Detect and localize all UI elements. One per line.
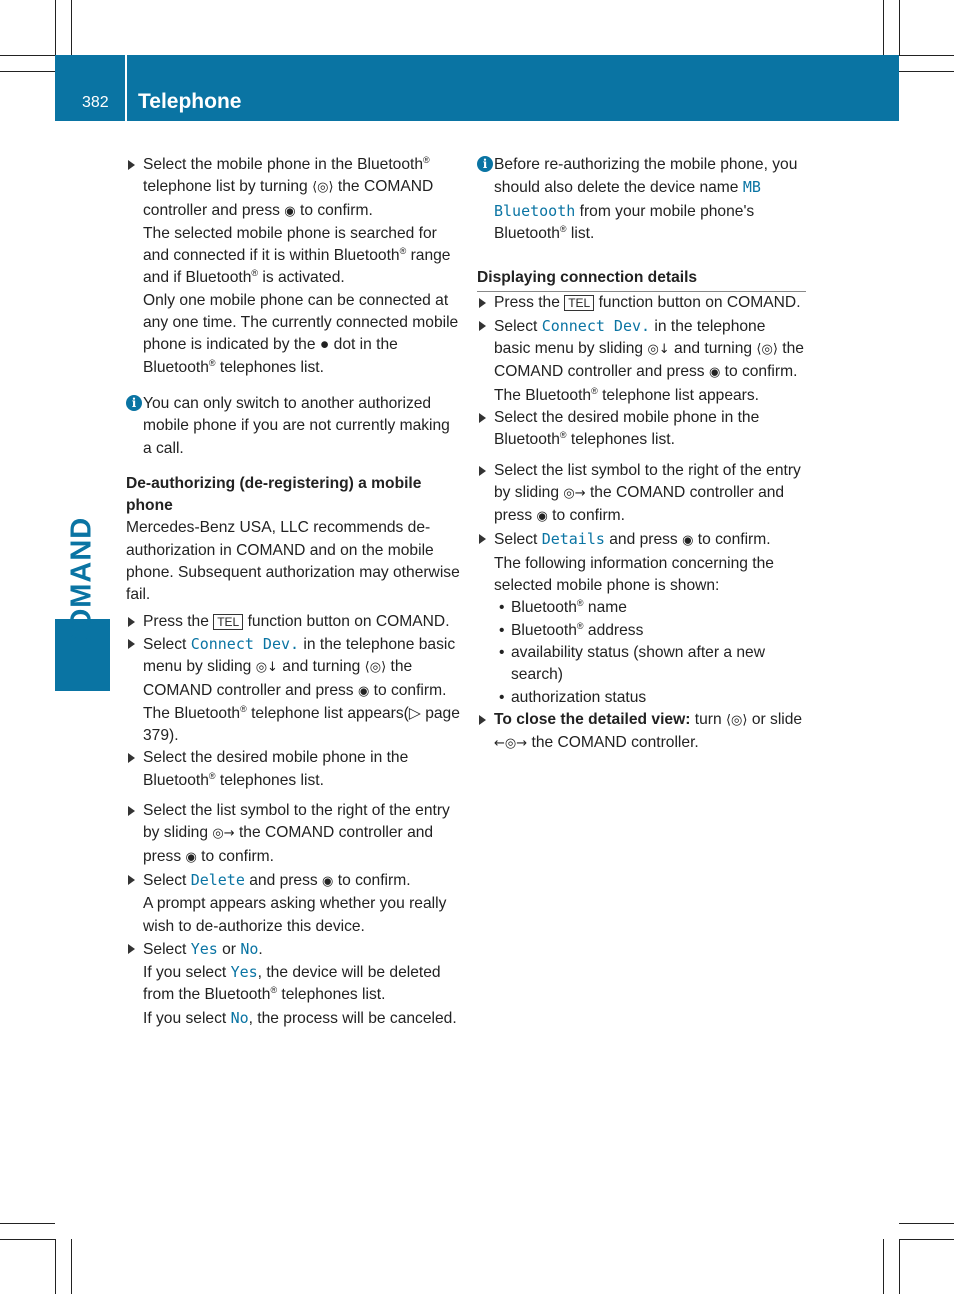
crop-mark <box>71 1239 72 1294</box>
heading-deauthorize: De-authorizing (de-registering) a mobile phone <box>126 474 422 515</box>
crop-mark <box>899 71 954 72</box>
step-arrow-icon <box>479 466 486 476</box>
crop-mark <box>883 1239 884 1294</box>
step-arrow-icon <box>128 875 135 885</box>
step-select-desired: Select the desired mobile phone in the Bluetooth® telephones list. <box>126 747 460 792</box>
slide-left-right-icon: ←◎→ <box>494 736 528 752</box>
crop-mark <box>0 71 55 72</box>
device-name-mb-bluetooth: MB Bluetooth <box>494 178 761 220</box>
crop-mark <box>899 1239 900 1294</box>
step-arrow-icon <box>128 617 135 627</box>
menu-connect-dev: Connect Dev. <box>190 634 300 653</box>
press-controller-icon: ◉ <box>682 533 694 549</box>
slide-right-icon: ◎→ <box>563 485 586 501</box>
list-item: • Bluetooth® name <box>477 597 806 619</box>
slide-down-icon: ◎↓ <box>255 660 278 676</box>
step-yes-no: Select Yes or No. If you select Yes, the device will be deleted from the Bluetooth® telephones list. <box>126 938 460 1007</box>
crop-mark <box>0 1223 55 1224</box>
heading-connection-details: Displaying connection details <box>477 267 806 292</box>
press-controller-icon: ◉ <box>284 203 296 219</box>
step-list-symbol: Select the list symbol to the right of the entry by sliding ◎→ the COMAND controller and press ◉ to confirm. <box>126 800 460 869</box>
menu-yes: Yes <box>190 939 218 958</box>
crop-mark <box>71 0 72 55</box>
note-cancel: If you select No, the process will be canceled. <box>143 1008 457 1027</box>
crop-mark <box>55 1239 56 1294</box>
step-connect-dev: Select Connect Dev. in the telephone basic menu by sliding ◎↓ and turning ⟨◎⟩ the COMAND controller and press ◉ to confirm. The Bluetooth® telephone list appears(▷ page 379). <box>126 633 460 747</box>
crop-mark <box>899 1239 954 1240</box>
info-reauthorize: i Before re-authorizing the mobile phone, you should also delete the device name MB Bluetooth from your mobile phone's Bluetooth® list. <box>477 154 806 245</box>
menu-no: No <box>240 939 259 958</box>
step-connect-dev: Select Connect Dev. in the telephone basic menu by sliding ◎↓ and turning ⟨◎⟩ the COMAND controller and press ◉ to confirm. The Bluetooth® telephone list appears. <box>477 315 806 407</box>
slide-down-icon: ◎↓ <box>647 342 670 358</box>
menu-connect-dev: Connect Dev. <box>541 316 651 335</box>
step-press-tel: Press the TEL function button on COMAND. <box>477 292 806 314</box>
press-controller-icon: ◉ <box>185 849 197 865</box>
slide-right-icon: ◎→ <box>212 826 235 842</box>
step-arrow-icon <box>479 413 486 423</box>
step-press-tel: Press the TEL function button on COMAND. <box>126 611 460 633</box>
menu-delete: Delete <box>190 870 245 889</box>
info-icon: i <box>126 395 142 411</box>
intro-deauthorize: Mercedes-Benz USA, LLC recommends de-authorization in COMAND and on the mobile phone. Subsequent authorization may otherwise fail. <box>126 519 460 604</box>
section-title: Telephone <box>138 90 242 113</box>
header-divider <box>125 55 127 121</box>
step-close-detail: To close the detailed view: turn ⟨◎⟩ or slide ←◎→ the COMAND controller. <box>477 709 806 756</box>
turn-controller-icon: ⟨◎⟩ <box>364 660 387 676</box>
step-select-phone: Select the mobile phone in the Bluetooth® telephone list by turning ⟨◎⟩ the COMAND controller and press ◉ to confirm. The selected mobile phone is searched for and connected if it is within Bluetooth® range and if Bluetooth® is activated. <box>126 154 460 290</box>
step-arrow-icon <box>128 806 135 816</box>
press-controller-icon: ◉ <box>357 683 370 699</box>
step-arrow-icon <box>479 534 486 544</box>
left-column <box>126 154 460 1030</box>
list-item: • availability status (shown after a new search) <box>477 642 806 687</box>
side-tab-label: COMAND <box>65 516 98 654</box>
step-arrow-icon <box>128 160 135 170</box>
step-details: Select Details and press ◉ to confirm. The following information concerning the selected mobile phone is shown: <box>477 528 806 597</box>
list-item: • Bluetooth® address <box>477 620 806 642</box>
press-controller-icon: ◉ <box>708 365 721 381</box>
turn-controller-icon: ⟨◎⟩ <box>312 180 334 196</box>
note-one-phone: Only one mobile phone can be connected at any one time. The currently connected mobile phone is indicated by the ● dot in the Bluetooth® telephones list. <box>143 291 459 376</box>
info-switch-phone: i You can only switch to another authorized mobile phone if you are not currently making a call. <box>126 393 460 460</box>
crop-mark <box>0 55 55 56</box>
step-select-desired: Select the desired mobile phone in the Bluetooth® telephones list. <box>477 407 806 452</box>
step-list-symbol: Select the list symbol to the right of the entry by sliding ◎→ the COMAND controller and press ◉ to confirm. <box>477 460 806 529</box>
step-arrow-icon <box>128 639 135 649</box>
step-arrow-icon <box>479 715 486 725</box>
turn-controller-icon: ⟨◎⟩ <box>725 712 748 728</box>
page-number: 382 <box>82 94 109 111</box>
step-arrow-icon <box>128 944 135 954</box>
press-controller-icon: ◉ <box>536 509 548 525</box>
step-arrow-icon <box>479 321 486 331</box>
tel-key: TEL <box>564 295 594 311</box>
info-icon: i <box>477 156 493 172</box>
press-controller-icon: ◉ <box>322 873 334 889</box>
step-delete: Select Delete and press ◉ to confirm. A prompt appears asking whether you really wish to de-authorize this device. <box>126 869 460 938</box>
crop-mark <box>899 1223 954 1224</box>
step-arrow-icon <box>128 753 135 763</box>
crop-mark <box>55 0 56 55</box>
page-reference: ▷ page 379 <box>143 704 460 745</box>
crop-mark <box>883 0 884 55</box>
right-column <box>477 154 806 755</box>
menu-details: Details <box>541 530 605 549</box>
turn-controller-icon: ⟨◎⟩ <box>756 342 778 358</box>
tel-key: TEL <box>213 614 243 630</box>
step-arrow-icon <box>479 298 486 308</box>
crop-mark <box>899 55 954 56</box>
crop-mark <box>0 1239 55 1240</box>
list-item: • authorization status <box>477 687 806 709</box>
crop-mark <box>899 0 900 55</box>
